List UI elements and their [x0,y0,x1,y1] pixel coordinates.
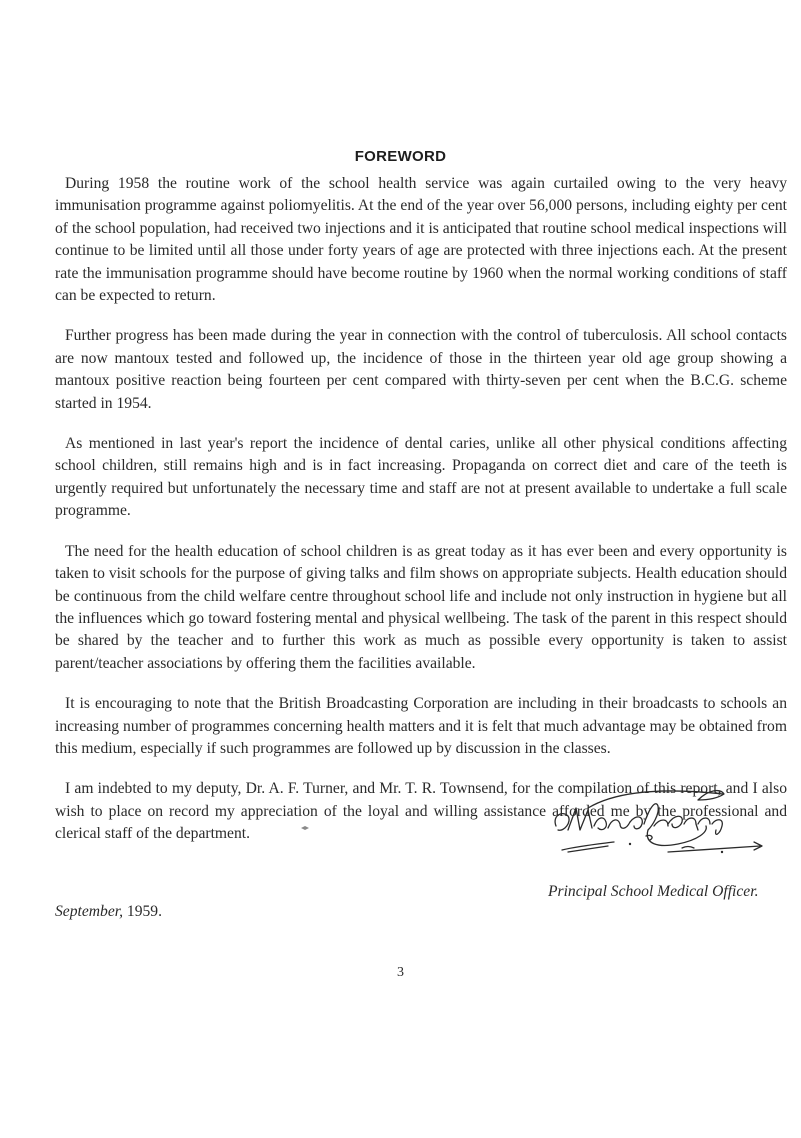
stray-ink-mark [300,818,310,824]
paragraph-tuberculosis: Further progress has been made during the year in connection with the control of tuberculosis. All school contacts are now mantoux tested and followed up, the incidence of those in the thirteen year old age group showing a mantoux positive reaction being fourteen per cent compared with thirty-seven per cent when the B.C.G. scheme started in 1954. [55,327,787,412]
paragraph-health-education: The need for the health education of school children is as great today as it has ever been and every opportunity is taken to visit schools for the purpose of giving talks and film shows on appropriate subjects. Health education should be continuous from the child welfare centre throughout school life and include not only instruction in hygiene but all the influences which go toward fostering mental and physical wellbeing. The task of the parent in this respect should be shared by the teacher and to further this work as much as possible every opportunity is taken to assist parent/teacher associations by offering them the facilities available. [55,542,787,672]
paragraph-acknowledgements: I am indebted to my deputy, Dr. A. F. Turner, and Mr. T. R. Townsend, for the compilation of this report, and I also wish to place on record my appreciation of the loyal and willing assistance afforded me by the professional and clerical staff of the department. [55,780,787,843]
signatory-title: Principal School Medical Officer. [548,883,759,900]
handwritten-signature [548,786,768,862]
foreword-body [55,173,787,864]
page-number: 3 [397,965,404,980]
page-title: FOREWORD [354,148,447,165]
paragraph-broadcasting: It is encouraging to note that the British Broadcasting Corporation are including in their broadcasts to schools an increasing number of programmes concerning health matters and it is felt that much advantage may be obtained from this medium, especially if such programmes are followed up by discussion in the classes. [55,695,787,757]
paragraph-dental-caries: As mentioned in last year's report the incidence of dental caries, unlike all other physical conditions affecting school children, still remains high and is in fact increasing. Propaganda on correct diet and care of the teeth is urgently required but unfortunately the necessary time and staff are not at present available to undertake a full scale programme. [55,435,787,520]
document-date [55,903,162,921]
date-month: September, [55,903,123,920]
date-year: 1959. [126,903,162,920]
paragraph-immunisation: During 1958 the routine work of the school health service was again curtailed owing to the very heavy immunisation programme against poliomyelitis. At the end of the year over 56,000 persons, including eighty per cent of the school population, had received two injections and it is anticipated that routine school medical inspections will continue to be limited until all those under forty years of age are protected with three injections each. At the present rate the immunisation programme should have become routine by 1960 when the normal working conditions of staff can be expected to return. [55,175,787,305]
